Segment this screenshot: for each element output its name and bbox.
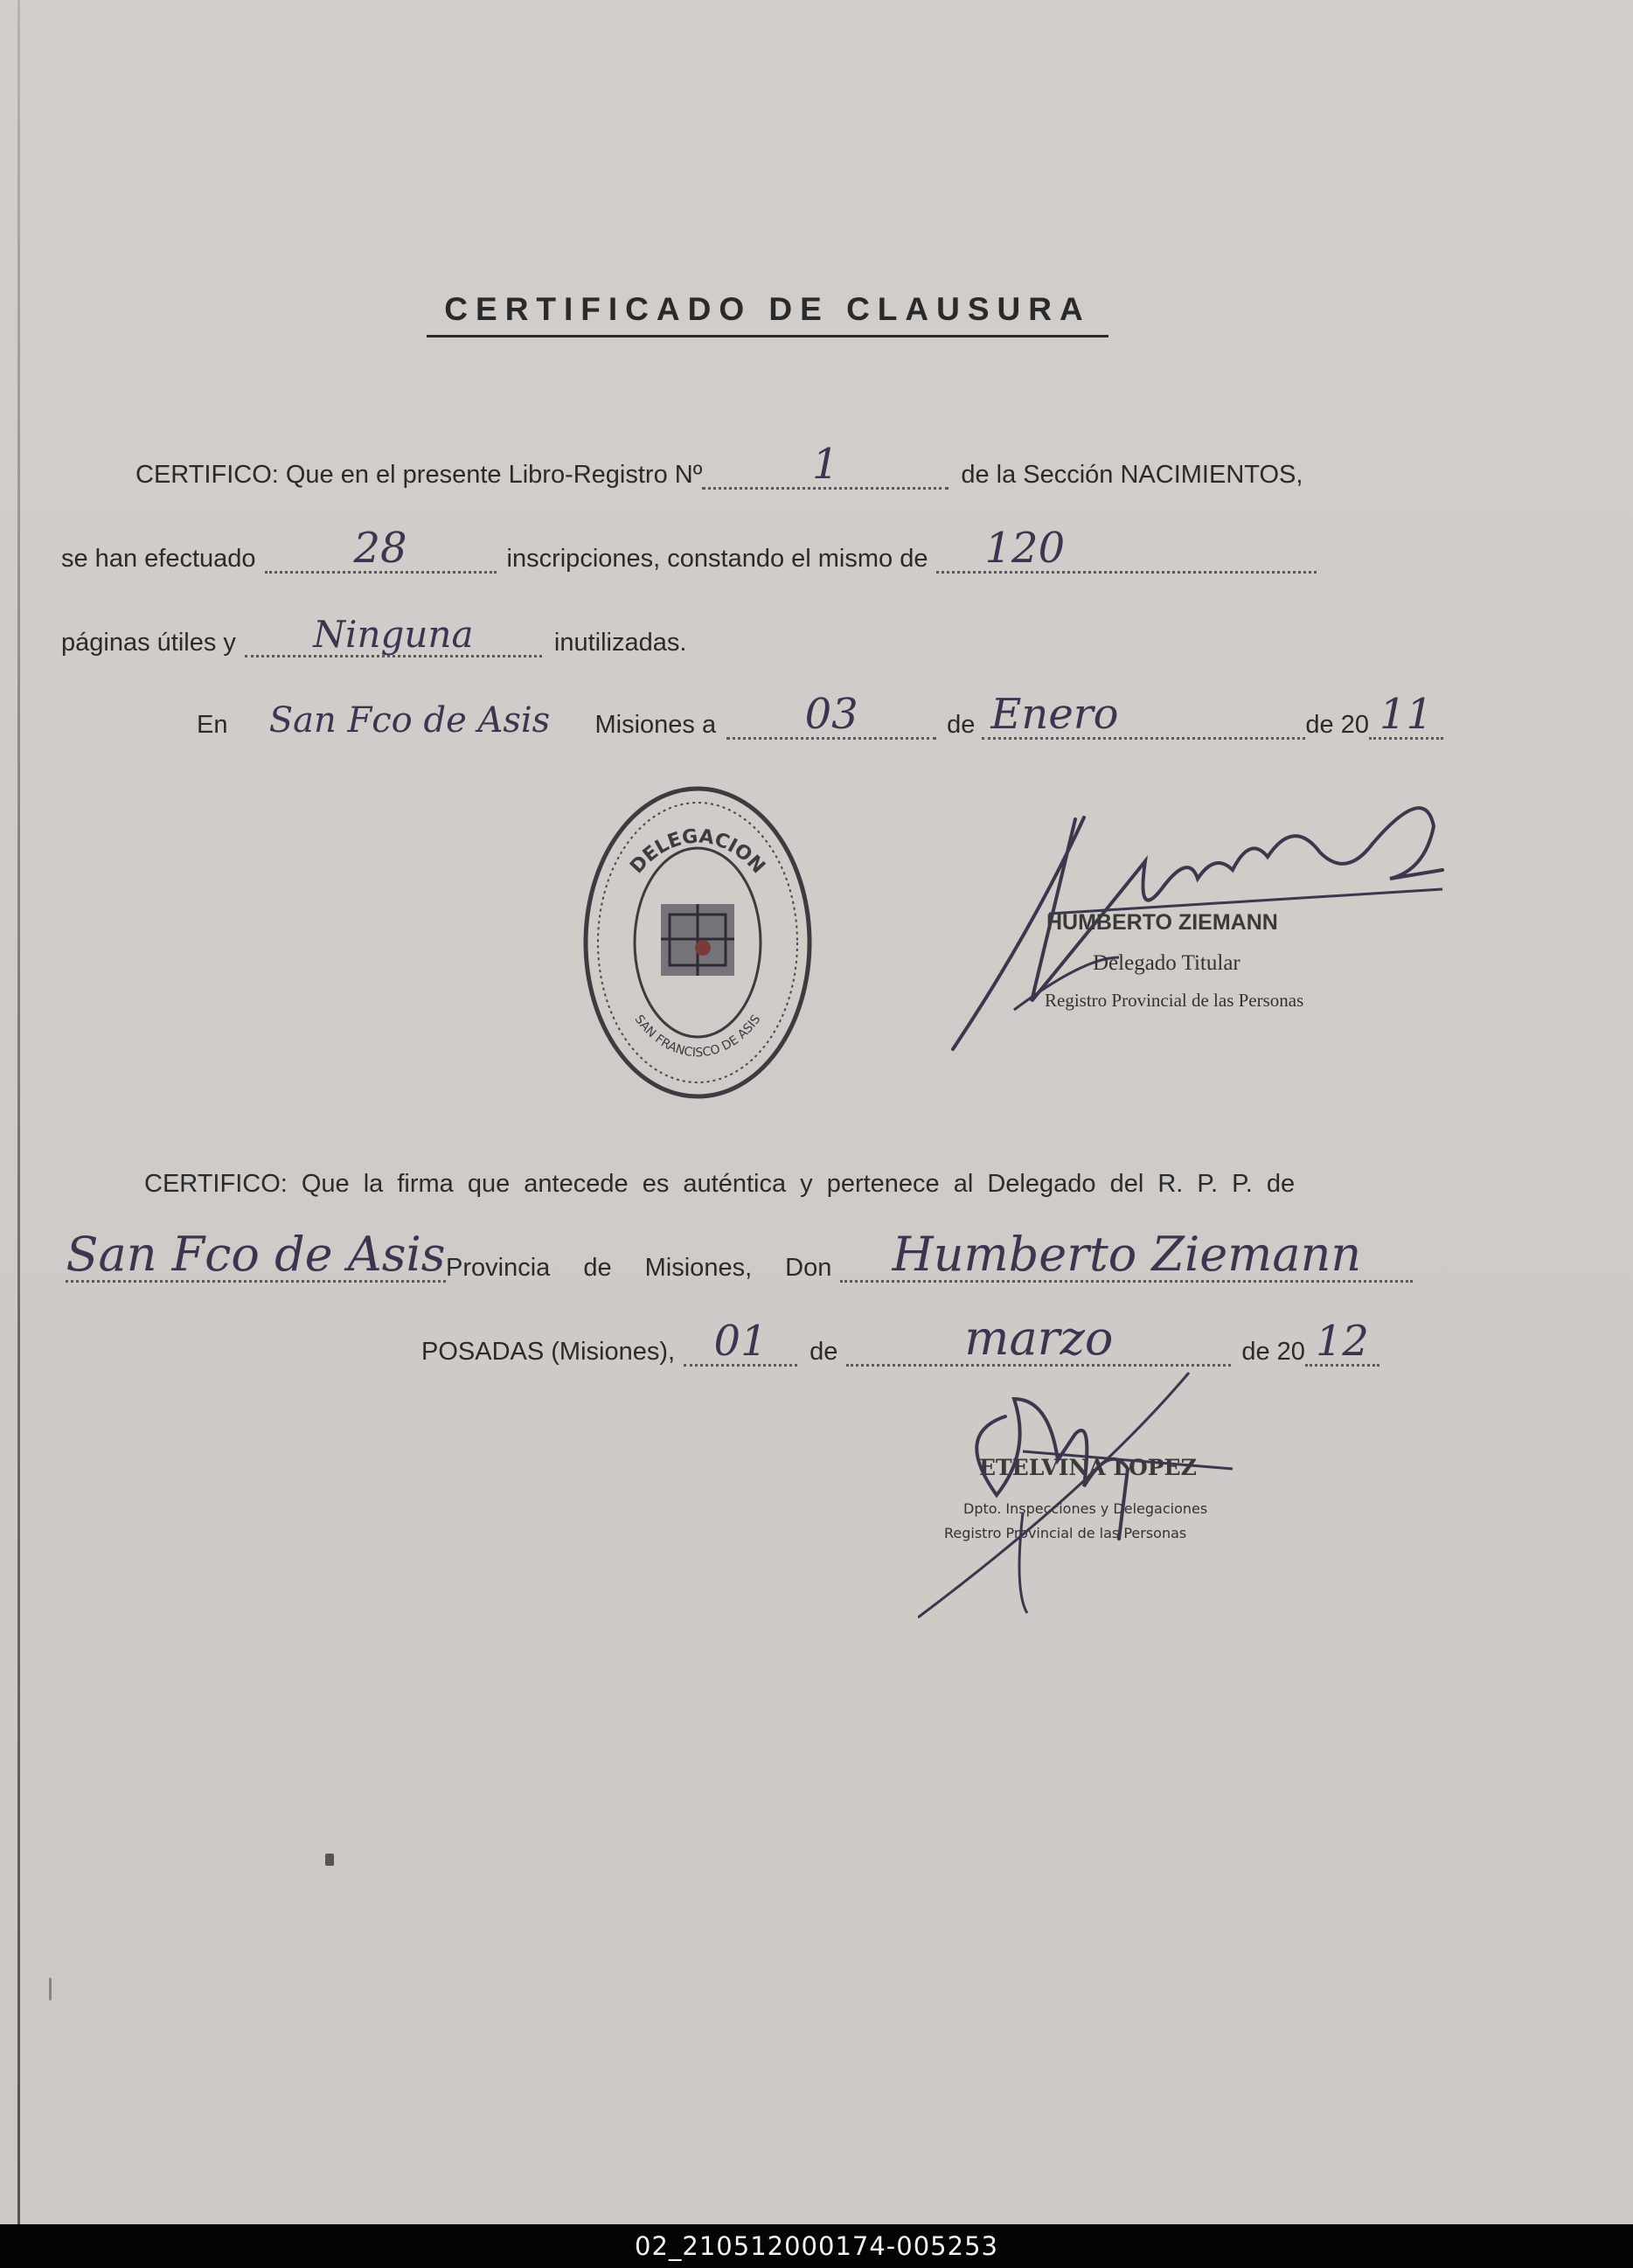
second-signature-block [918, 1364, 1268, 1626]
signatory1-role: Delegado Titular [1093, 951, 1240, 975]
month-value: Enero [990, 690, 1119, 739]
signatory2-name: ETELVINA LOPEZ [979, 1455, 1197, 1480]
cert1-line1 [136, 440, 1466, 490]
place2-name: San Fco de Asis [66, 1227, 446, 1282]
book-number: 1 [812, 440, 839, 489]
signatory2-office: Registro Provincial de las Personas [944, 1525, 1187, 1541]
cert1-line4-year-prefix: de 20 [1305, 711, 1369, 739]
cert2-line1 [144, 1170, 1464, 1199]
cert2-line2 [66, 1227, 1464, 1283]
pages-count: 120 [984, 524, 1066, 573]
cert1-line1-prefix: CERTIFICO: Que en el presente Libro-Registro Nº [136, 461, 703, 489]
cert1-line2-prefix: se han efectuado [61, 545, 256, 573]
inscriptions-count: 28 [353, 524, 407, 573]
page-mark [49, 1978, 52, 2000]
day2-field [684, 1317, 797, 1367]
year-field [1369, 690, 1443, 740]
cert2-line3-year-prefix: de 20 [1241, 1338, 1305, 1366]
page-speck [325, 1854, 334, 1866]
place2-field [66, 1227, 446, 1283]
day-field [726, 690, 936, 740]
month-field [982, 690, 1305, 740]
cert1-line4-province: Misiones a [594, 711, 717, 739]
person-name: Humberto Ziemann [892, 1227, 1362, 1282]
cert1-line4-de: de [947, 711, 976, 739]
book-number-field [702, 440, 949, 490]
cert1-line1-suffix: de la Sección NACIMIENTOS, [961, 461, 1303, 489]
handwritten-signature-lopez [918, 1364, 1268, 1626]
cert1-line2-middle: inscripciones, constando el mismo de [506, 545, 928, 573]
document-title: CERTIFICADO DE CLAUSURA [427, 291, 1108, 337]
cert2-line3 [421, 1311, 1462, 1367]
signatory1-office: Registro Provincial de las Personas [1045, 990, 1304, 1011]
binding-edge [17, 0, 20, 2224]
footer-id-bar [0, 2224, 1633, 2268]
cert1-line4-prefix: En [197, 711, 228, 739]
cert1-line3-suffix: inutilizadas. [553, 629, 687, 657]
signatory1-name: HUMBERTO ZIEMANN [1046, 910, 1278, 935]
year2-value: 12 [1315, 1317, 1369, 1366]
svg-text:DELEGACION [626, 825, 768, 878]
cert1-line2 [61, 524, 1460, 574]
cert1-line3-prefix: páginas útiles y [61, 629, 236, 657]
month2-field [846, 1311, 1231, 1367]
cert2-line1-text: CERTIFICO: Que la firma que antecede es auténtica y pertenece al Delegado del R. P. P. de [144, 1170, 1296, 1198]
signatory2-role: Dpto. Inspecciones y Delegaciones [963, 1500, 1208, 1517]
year2-field [1305, 1317, 1379, 1367]
footer-document-id: 02_210512000174-005253 [635, 2231, 998, 2261]
person-field [840, 1227, 1413, 1283]
seal-top-text: DELEGACION [626, 825, 769, 879]
first-signature-block [935, 783, 1460, 1062]
day-value: 03 [804, 690, 858, 739]
unused-pages: Ninguna [313, 613, 474, 656]
place-field [234, 700, 584, 741]
delegation-seal-stamp [580, 783, 815, 1102]
day2-value: 01 [713, 1317, 768, 1366]
cert2-line3-prefix: POSADAS (Misiones), [421, 1338, 676, 1366]
seal-bottom-text: SAN FRANCISCO DE ASIS [631, 1012, 764, 1061]
unused-pages-field [245, 613, 542, 657]
inscriptions-field [265, 524, 497, 574]
month2-value: marzo [964, 1311, 1114, 1366]
cert1-line3 [61, 613, 687, 657]
pages-field [936, 524, 1317, 574]
cert1-line4 [197, 690, 1460, 741]
cert2-line3-de: de [810, 1338, 838, 1366]
place-name: San Fco de Asis [268, 700, 551, 741]
cert2-line2-province: Provincia de Misiones, Don [446, 1254, 832, 1282]
year-value: 11 [1379, 690, 1433, 739]
